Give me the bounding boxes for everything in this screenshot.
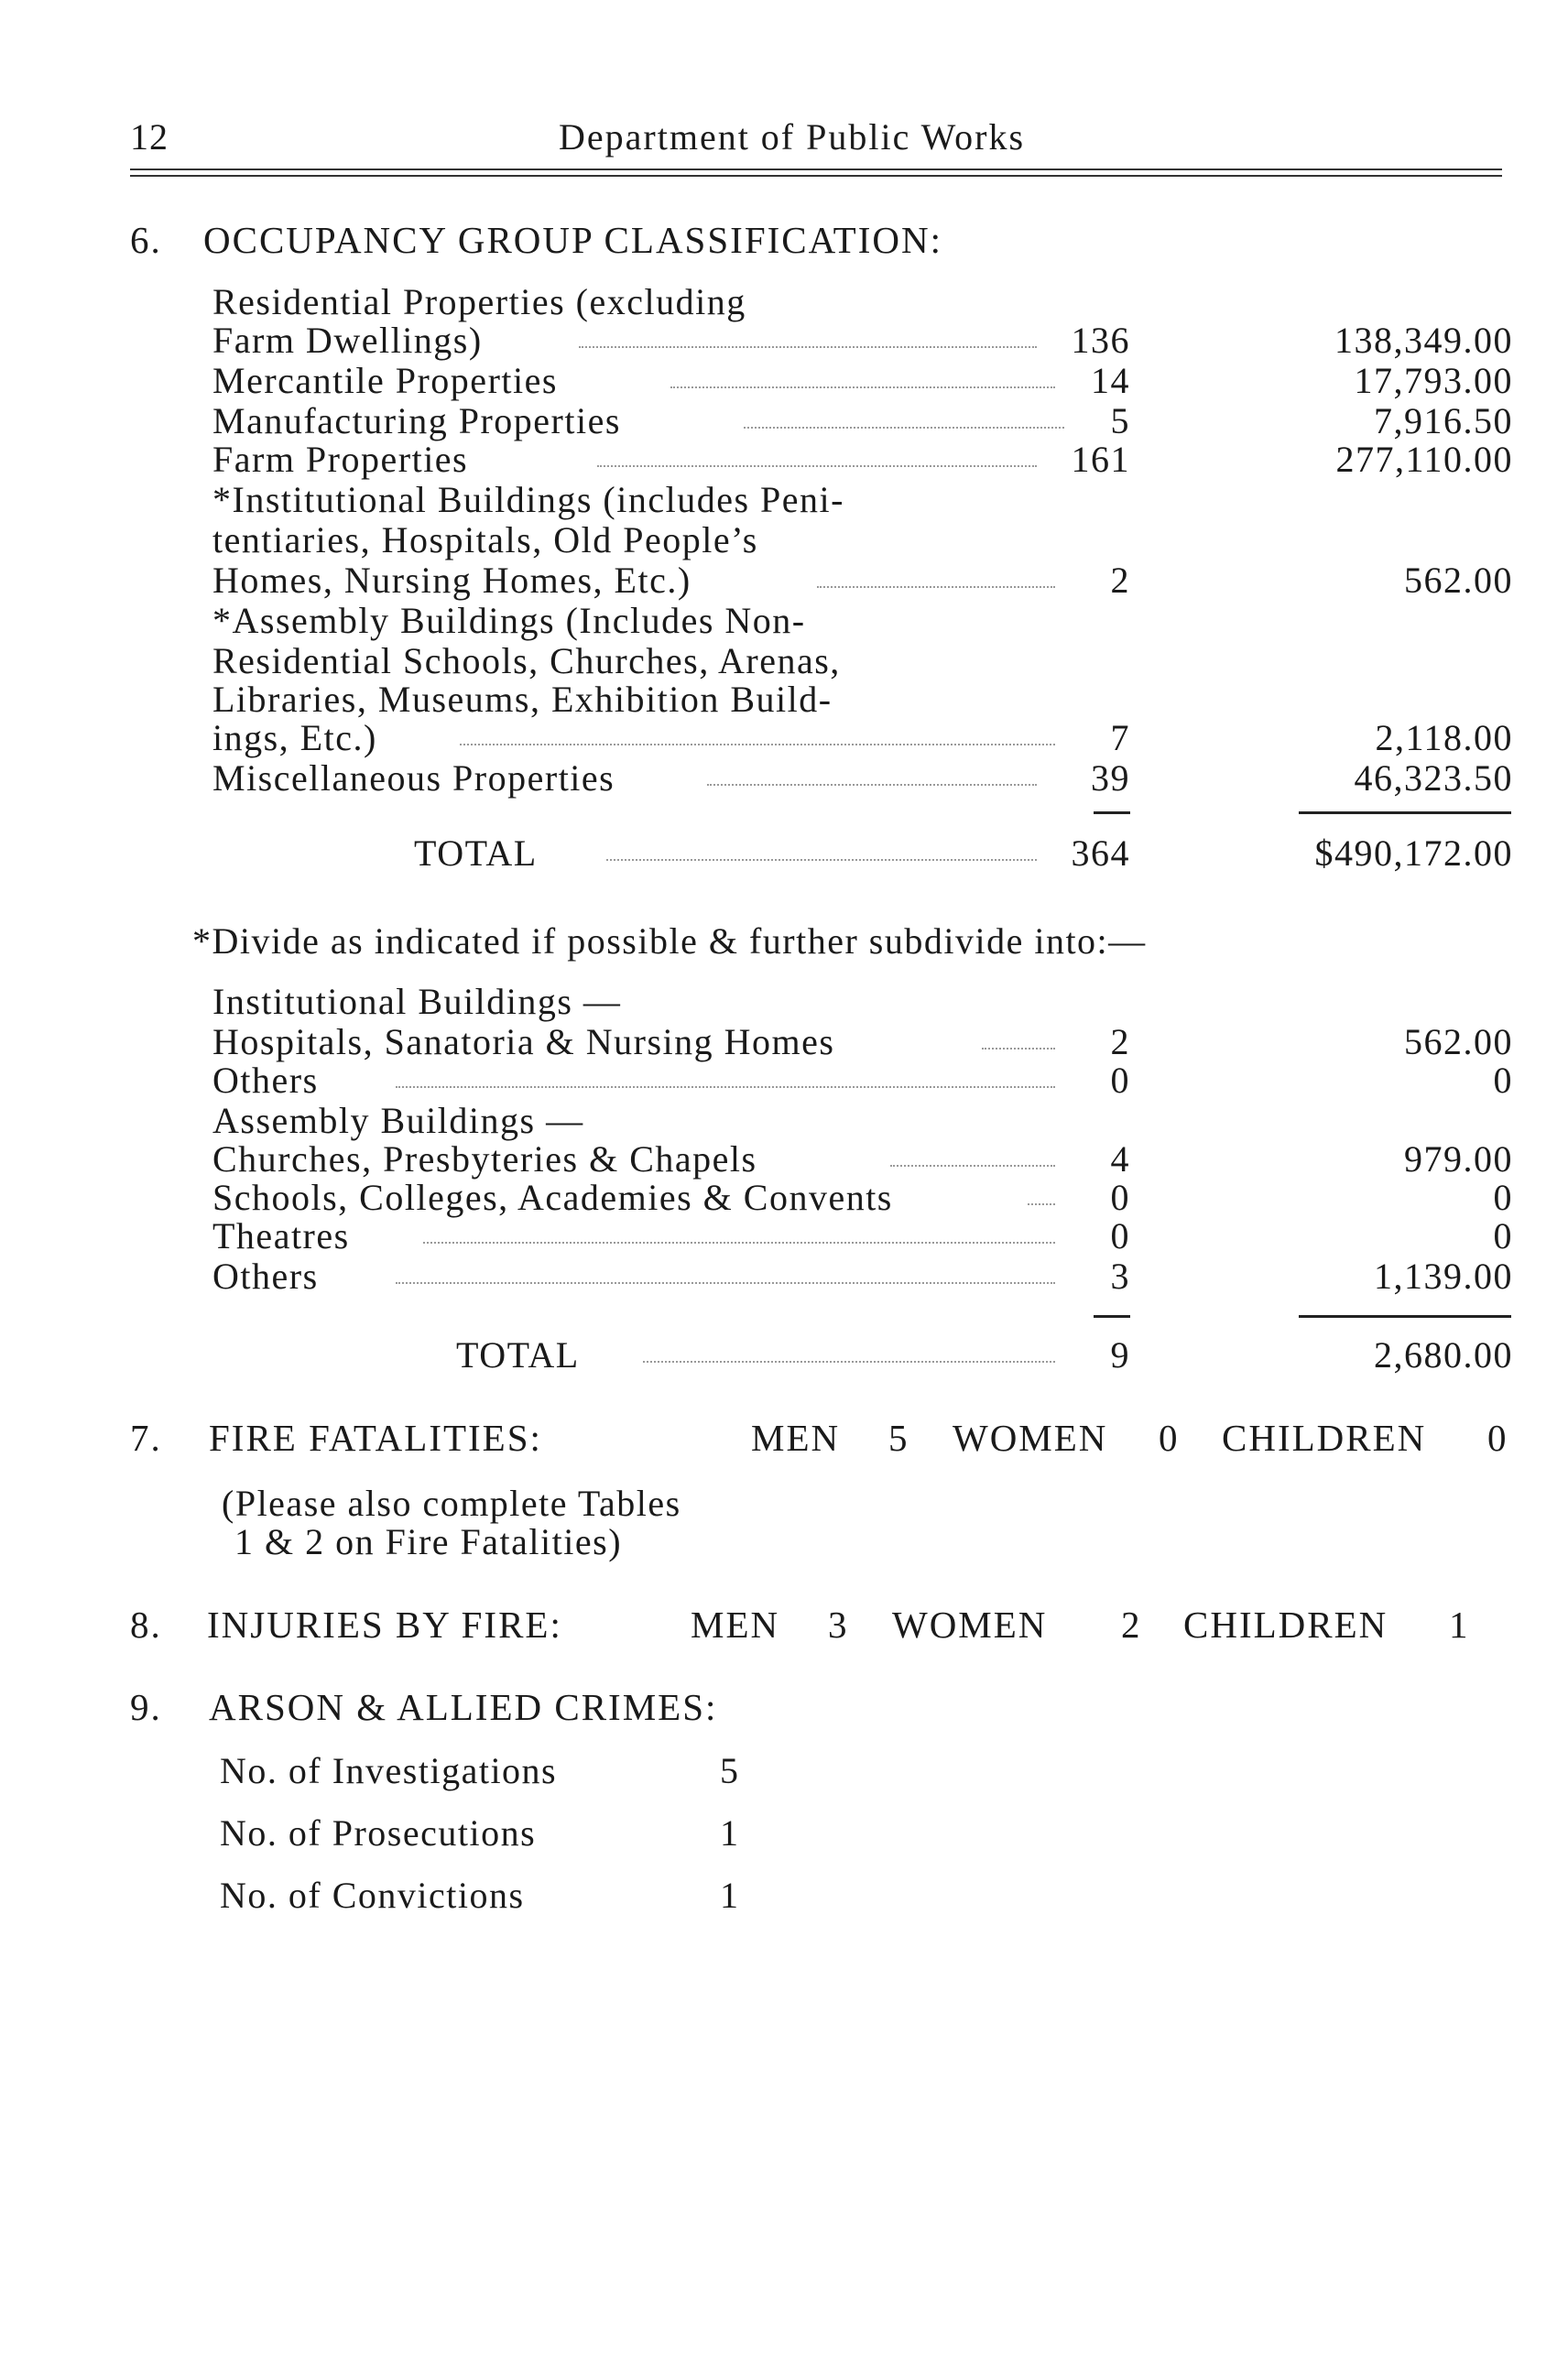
row-value: 46,323.50 [1354, 757, 1513, 799]
row-value: 17,793.00 [1354, 360, 1513, 401]
total-count: 9 [1110, 1334, 1130, 1376]
arson-value: 1 [720, 1812, 740, 1854]
total-value: $490,172.00 [1314, 832, 1513, 874]
arson-value: 5 [720, 1750, 740, 1791]
row-value: 1,139.00 [1374, 1256, 1513, 1297]
table-row [212, 359, 1513, 399]
arson-label: No. of Investigations [220, 1750, 558, 1791]
row-count: 5 [1110, 400, 1130, 441]
dot-leader [396, 1282, 1055, 1284]
dot-leader [982, 1048, 1055, 1050]
row-label: ings, Etc.) [212, 717, 377, 758]
row-count: 0 [1110, 1060, 1130, 1101]
sum-rule [1094, 1315, 1130, 1318]
row-label: Farm Properties [212, 439, 469, 480]
page-number: 12 [130, 116, 169, 158]
row-value: 7,916.50 [1374, 400, 1513, 441]
row-label: Theatres [212, 1215, 350, 1256]
row-value: 277,110.00 [1335, 439, 1513, 480]
row-label: Manufacturing Properties [212, 400, 621, 441]
sum-rule [1299, 1315, 1511, 1318]
section-heading: FIRE FATALITIES: [209, 1417, 542, 1459]
row-label-line: Residential Schools, Churches, Arenas, [212, 640, 841, 681]
row-label: Miscellaneous Properties [212, 757, 615, 799]
dot-leader [707, 784, 1037, 786]
table-row [212, 756, 1513, 797]
row-value: 0 [1493, 1060, 1513, 1101]
total-label: TOTAL [456, 1334, 580, 1376]
children-value: 0 [1487, 1417, 1508, 1459]
header-rule [130, 169, 1502, 170]
dot-leader [817, 586, 1055, 588]
note-line: (Please also complete Tables [222, 1483, 681, 1524]
subheading: Institutional Buildings — [212, 981, 622, 1022]
children-label: CHILDREN [1222, 1417, 1427, 1459]
row-value: 562.00 [1404, 1021, 1513, 1062]
women-label: WOMEN [892, 1604, 1048, 1646]
arson-label: No. of Prosecutions [220, 1812, 537, 1854]
children-label: CHILDREN [1183, 1604, 1388, 1646]
note-line: 1 & 2 on Fire Fatalities) [234, 1521, 623, 1562]
row-label-line: *Assembly Buildings (Includes Non- [212, 600, 806, 641]
dot-leader [890, 1165, 1055, 1167]
arson-label: No. of Convictions [220, 1875, 525, 1916]
row-value: 138,349.00 [1334, 320, 1513, 361]
row-count: 0 [1110, 1215, 1130, 1256]
footnote: *Divide as indicated if possible & further subdivide into:— [192, 920, 1147, 962]
row-label: Others [212, 1060, 319, 1101]
row-value: 562.00 [1404, 560, 1513, 601]
dot-leader [744, 427, 1064, 429]
subheading: Assembly Buildings — [212, 1100, 584, 1141]
total-value: 2,680.00 [1374, 1334, 1513, 1376]
row-label: Mercantile Properties [212, 360, 558, 401]
arson-value: 1 [720, 1875, 740, 1916]
men-label: MEN [751, 1417, 841, 1459]
dot-leader [1028, 1203, 1055, 1205]
dot-leader [606, 859, 1037, 861]
row-label-line: Residential Properties (excluding [212, 281, 746, 322]
table-row [212, 559, 1513, 599]
women-value: 2 [1121, 1604, 1142, 1646]
row-label: Others [212, 1256, 319, 1297]
table-row [212, 1255, 1513, 1295]
table-row [212, 1137, 1513, 1178]
row-label-line: *Institutional Buildings (includes Peni- [212, 479, 844, 520]
row-label-line: tentiaries, Hospitals, Old People’s [212, 519, 758, 560]
men-label: MEN [691, 1604, 780, 1646]
dot-leader [579, 346, 1037, 348]
dot-leader [643, 1361, 1055, 1363]
row-label: Hospitals, Sanatoria & Nursing Homes [212, 1021, 835, 1062]
row-value: 0 [1493, 1177, 1513, 1218]
row-count: 2 [1110, 560, 1130, 601]
section-number: 8. [130, 1604, 162, 1646]
row-count: 2 [1110, 1021, 1130, 1062]
table-row [212, 1020, 1513, 1060]
dot-leader [670, 386, 1055, 388]
section-number: 6. [130, 219, 162, 261]
table-row [212, 319, 1513, 359]
sum-rule [1299, 811, 1511, 814]
row-label: Churches, Presbyteries & Chapels [212, 1138, 757, 1180]
table-row [212, 1059, 1513, 1099]
row-label: Farm Dwellings) [212, 320, 483, 361]
row-label: Schools, Colleges, Academies & Convents [212, 1177, 893, 1218]
dot-leader [460, 744, 1055, 745]
total-row [212, 832, 1513, 872]
row-count: 39 [1091, 757, 1130, 799]
women-value: 0 [1159, 1417, 1180, 1459]
section-number: 7. [130, 1417, 162, 1459]
row-count: 0 [1110, 1177, 1130, 1218]
row-label: Homes, Nursing Homes, Etc.) [212, 560, 691, 601]
men-value: 3 [828, 1604, 849, 1646]
section-number: 9. [130, 1686, 162, 1728]
row-value: 979.00 [1404, 1138, 1513, 1180]
row-count: 4 [1110, 1138, 1130, 1180]
row-count: 136 [1071, 320, 1130, 361]
dot-leader [396, 1086, 1055, 1088]
row-count: 7 [1110, 717, 1130, 758]
header-rule-double [130, 175, 1502, 177]
row-value: 0 [1493, 1215, 1513, 1256]
men-value: 5 [888, 1417, 909, 1459]
total-row [212, 1333, 1513, 1374]
sum-rule [1094, 811, 1130, 814]
row-label-line: Libraries, Museums, Exhibition Build- [212, 679, 833, 720]
total-count: 364 [1071, 832, 1130, 874]
row-value: 2,118.00 [1375, 717, 1513, 758]
dot-leader [597, 465, 1037, 467]
page-header-title: Department of Public Works [559, 116, 1026, 158]
children-value: 1 [1449, 1604, 1470, 1646]
women-label: WOMEN [953, 1417, 1108, 1459]
section-heading: OCCUPANCY GROUP CLASSIFICATION: [203, 219, 942, 261]
table-row [212, 1176, 1513, 1216]
total-label: TOTAL [414, 832, 538, 874]
dot-leader [423, 1242, 1055, 1244]
row-count: 14 [1091, 360, 1130, 401]
section-heading: INJURIES BY FIRE: [207, 1604, 562, 1646]
row-count: 3 [1110, 1256, 1130, 1297]
table-row [212, 716, 1513, 756]
table-row [212, 1214, 1513, 1255]
row-count: 161 [1071, 439, 1130, 480]
section-heading: ARSON & ALLIED CRIMES: [209, 1686, 718, 1728]
table-row [212, 399, 1513, 440]
table-row [212, 438, 1513, 478]
